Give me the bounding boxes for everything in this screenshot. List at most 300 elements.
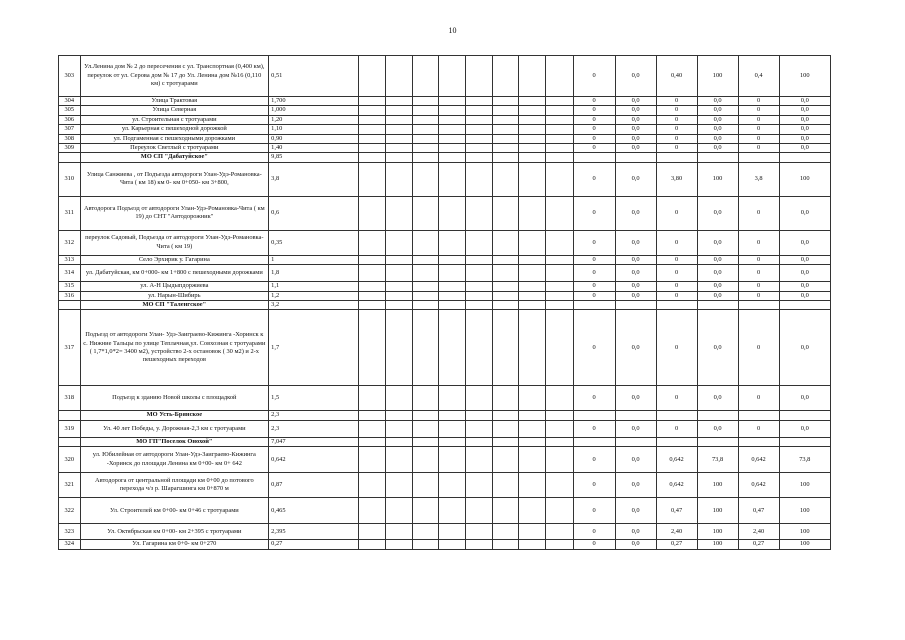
empty-cell: [519, 411, 546, 420]
value-cell: 0,0: [615, 134, 656, 143]
empty-cell: [386, 97, 413, 106]
road-name: Автодорога Подъезд от автодороги Улан-Удэ-Романовка-Чита ( км 19) до СНТ "Автодорожник": [80, 196, 269, 230]
row-number: 313: [59, 255, 81, 264]
value-cell: 0,0: [697, 97, 738, 106]
empty-cell: [465, 106, 492, 115]
empty-cell: [439, 153, 466, 162]
value-cell: 0: [738, 386, 779, 411]
value-cell: 100: [697, 524, 738, 540]
empty-cell: [359, 265, 386, 282]
empty-cell: [439, 162, 466, 196]
empty-cell: [386, 144, 413, 153]
empty-cell: [439, 255, 466, 264]
empty-cell: [412, 97, 439, 106]
empty-cell: [492, 134, 519, 143]
empty-cell: [545, 162, 573, 196]
empty-cell: [412, 540, 439, 549]
value-cell: 0,0: [615, 125, 656, 134]
value-cell: 0,0: [779, 265, 830, 282]
empty-cell: [519, 498, 546, 524]
value-cell: 0,0: [615, 144, 656, 153]
value-cell: 0,0: [779, 97, 830, 106]
empty-cell: [519, 162, 546, 196]
value-cell: 0: [656, 265, 697, 282]
group-name: МО СП "Дабатуйское": [80, 153, 269, 162]
empty-cell: [386, 115, 413, 124]
value-cell: 0,4: [738, 56, 779, 97]
value-cell: 0,0: [697, 106, 738, 115]
road-table: [58, 55, 831, 550]
empty-cell: [519, 437, 546, 446]
value-cell: 0,0: [779, 420, 830, 437]
empty-cell: [738, 437, 779, 446]
road-name: ул. Подгаменная с пешеходными дорожками: [80, 134, 269, 143]
value-cell: 0,0: [779, 310, 830, 386]
empty-cell: [545, 125, 573, 134]
empty-cell: [386, 265, 413, 282]
empty-cell: [465, 301, 492, 310]
empty-cell: [359, 106, 386, 115]
road-name: Ул. Октябрьская км 0+00- км 2+395 с тротуарами: [80, 524, 269, 540]
empty-cell: [545, 437, 573, 446]
empty-cell: [359, 144, 386, 153]
row-number: 314: [59, 265, 81, 282]
group-name: МО СП "Таленгское": [80, 301, 269, 310]
value-cell: 0: [573, 473, 615, 498]
empty-cell: [439, 524, 466, 540]
empty-cell: [412, 162, 439, 196]
value-cell: 0,0: [615, 310, 656, 386]
empty-cell: [359, 420, 386, 437]
value-cell: 0: [656, 291, 697, 300]
empty-cell: [465, 265, 492, 282]
empty-cell: [412, 56, 439, 97]
road-name: ул. Нарын-Шибирь: [80, 291, 269, 300]
empty-cell: [545, 301, 573, 310]
value-cell: 3,80: [656, 162, 697, 196]
empty-cell: [615, 153, 656, 162]
value-cell: 0: [573, 265, 615, 282]
empty-cell: [386, 153, 413, 162]
empty-cell: [386, 56, 413, 97]
road-name: ул. Строительная с тротуарами: [80, 115, 269, 124]
empty-cell: [386, 447, 413, 473]
table-row: [59, 230, 831, 255]
value-cell: 0: [573, 125, 615, 134]
empty-cell: [386, 411, 413, 420]
road-name: Улица Северная: [80, 106, 269, 115]
empty-cell: [519, 153, 546, 162]
empty-cell: [359, 291, 386, 300]
empty-cell: [386, 473, 413, 498]
value-cell: 0,0: [615, 115, 656, 124]
value-cell: 100: [779, 540, 830, 549]
empty-cell: [697, 437, 738, 446]
empty-cell: [386, 282, 413, 291]
empty-cell: [615, 301, 656, 310]
value-cell: 0: [738, 196, 779, 230]
empty-cell: [465, 420, 492, 437]
table-row: [59, 162, 831, 196]
value-cell: 0: [738, 265, 779, 282]
empty-cell: [545, 115, 573, 124]
row-number: 310: [59, 162, 81, 196]
value-cell: 0,40: [656, 56, 697, 97]
value-cell: 0: [573, 291, 615, 300]
empty-cell: [412, 125, 439, 134]
value-cell: 100: [779, 162, 830, 196]
empty-cell: [465, 473, 492, 498]
value-cell: 0,0: [697, 282, 738, 291]
value-cell: 100: [697, 540, 738, 549]
empty-cell: [738, 301, 779, 310]
empty-cell: [465, 115, 492, 124]
value-cell: 0: [573, 420, 615, 437]
value-cell: 0,0: [697, 115, 738, 124]
empty-cell: [492, 420, 519, 437]
value-cell: 0: [573, 282, 615, 291]
road-name: ул. А-Н Цыдыпдоржиева: [80, 282, 269, 291]
row-number: 307: [59, 125, 81, 134]
value-cell: 0,0: [615, 97, 656, 106]
road-length: 1,2: [269, 291, 359, 300]
empty-cell: [492, 56, 519, 97]
empty-cell: [465, 437, 492, 446]
road-length: 1,700: [269, 97, 359, 106]
value-cell: 0: [573, 196, 615, 230]
row-number-cell: [59, 437, 81, 446]
empty-cell: [545, 420, 573, 437]
road-table-body: [59, 56, 831, 550]
empty-cell: [519, 115, 546, 124]
value-cell: 0,0: [697, 230, 738, 255]
road-length: 2,3: [269, 420, 359, 437]
value-cell: 0: [738, 134, 779, 143]
value-cell: 0: [656, 386, 697, 411]
empty-cell: [492, 230, 519, 255]
empty-cell: [386, 162, 413, 196]
empty-cell: [359, 386, 386, 411]
empty-cell: [412, 386, 439, 411]
empty-cell: [545, 282, 573, 291]
empty-cell: [492, 255, 519, 264]
road-name: Подъезд от автодороги Улан- Удэ-Заиграево-Кижинга -Хоринск к с. Нижние Тальцы по улице Теплачная,ул. Совхозная с тротуарами ( 1,7*1,0*2= 3400 м2), устройство 2-х остановок ( 30 м2) и 2-х пешеходных переходов: [80, 310, 269, 386]
empty-cell: [492, 498, 519, 524]
road-length: 1,5: [269, 386, 359, 411]
empty-cell: [545, 411, 573, 420]
value-cell: 0: [738, 291, 779, 300]
empty-cell: [492, 447, 519, 473]
value-cell: 0,642: [656, 473, 697, 498]
value-cell: 0: [573, 498, 615, 524]
empty-cell: [439, 498, 466, 524]
empty-cell: [439, 56, 466, 97]
value-cell: 0: [656, 420, 697, 437]
row-number: 319: [59, 420, 81, 437]
table-row: [59, 134, 831, 143]
value-cell: 0,0: [615, 473, 656, 498]
empty-cell: [359, 125, 386, 134]
empty-cell: [545, 153, 573, 162]
empty-cell: [412, 282, 439, 291]
table-row: [59, 524, 831, 540]
empty-cell: [545, 447, 573, 473]
value-cell: 0,0: [615, 230, 656, 255]
value-cell: 100: [779, 473, 830, 498]
empty-cell: [492, 540, 519, 549]
value-cell: 0: [656, 196, 697, 230]
empty-cell: [545, 498, 573, 524]
road-name: ул. Дабатуйская, км 0+000- км 1+800 с пешеходными дорожками: [80, 265, 269, 282]
empty-cell: [439, 291, 466, 300]
empty-cell: [656, 437, 697, 446]
empty-cell: [412, 473, 439, 498]
empty-cell: [412, 310, 439, 386]
value-cell: 0,0: [615, 420, 656, 437]
value-cell: 0,0: [615, 162, 656, 196]
empty-cell: [359, 115, 386, 124]
empty-cell: [738, 411, 779, 420]
group-length: 7,047: [269, 437, 359, 446]
empty-cell: [412, 144, 439, 153]
empty-cell: [412, 420, 439, 437]
empty-cell: [439, 144, 466, 153]
table-row: [59, 291, 831, 300]
value-cell: 0: [656, 310, 697, 386]
row-number-cell: [59, 153, 81, 162]
empty-cell: [386, 420, 413, 437]
table-row: [59, 540, 831, 549]
empty-cell: [465, 196, 492, 230]
empty-cell: [386, 498, 413, 524]
empty-cell: [412, 153, 439, 162]
empty-cell: [615, 437, 656, 446]
value-cell: 0,0: [779, 115, 830, 124]
value-cell: 73,8: [779, 447, 830, 473]
value-cell: 0: [573, 230, 615, 255]
empty-cell: [656, 411, 697, 420]
road-name: Переулок Светлый с тротуарами: [80, 144, 269, 153]
row-number: 312: [59, 230, 81, 255]
table-row: [59, 56, 831, 97]
empty-cell: [439, 437, 466, 446]
empty-cell: [439, 230, 466, 255]
value-cell: 0,0: [697, 386, 738, 411]
table-row: [59, 97, 831, 106]
page-number: 10: [448, 26, 457, 35]
value-cell: 0,0: [697, 291, 738, 300]
empty-cell: [492, 196, 519, 230]
empty-cell: [519, 282, 546, 291]
empty-cell: [412, 498, 439, 524]
value-cell: 0,0: [697, 125, 738, 134]
table-row: [59, 386, 831, 411]
value-cell: 0,0: [615, 447, 656, 473]
empty-cell: [615, 411, 656, 420]
value-cell: 0,642: [738, 447, 779, 473]
value-cell: 0,27: [656, 540, 697, 549]
road-name: Ул. Строителей км 0+00- км 0+46 с тротуарами: [80, 498, 269, 524]
value-cell: 0,0: [779, 386, 830, 411]
value-cell: 0,0: [779, 196, 830, 230]
road-name: переулок Садовый, Подъезда от автодороги Улан-Удэ-Романовка-Чита ( км 19): [80, 230, 269, 255]
empty-cell: [519, 386, 546, 411]
empty-cell: [545, 106, 573, 115]
empty-cell: [519, 144, 546, 153]
group-row: [59, 437, 831, 446]
road-name: ул. Карьерная с пешеходной дорожкой: [80, 125, 269, 134]
value-cell: 0: [656, 255, 697, 264]
empty-cell: [412, 301, 439, 310]
value-cell: 100: [697, 498, 738, 524]
empty-cell: [545, 97, 573, 106]
value-cell: 0: [573, 447, 615, 473]
empty-cell: [697, 153, 738, 162]
value-cell: 0,642: [656, 447, 697, 473]
empty-cell: [439, 411, 466, 420]
value-cell: 0,0: [615, 196, 656, 230]
value-cell: 2,40: [656, 524, 697, 540]
row-number: 321: [59, 473, 81, 498]
empty-cell: [519, 196, 546, 230]
value-cell: 0: [738, 282, 779, 291]
table-row: [59, 420, 831, 437]
table-row: [59, 310, 831, 386]
row-number: 306: [59, 115, 81, 124]
value-cell: 0,27: [738, 540, 779, 549]
empty-cell: [412, 196, 439, 230]
value-cell: 0,47: [656, 498, 697, 524]
empty-cell: [359, 162, 386, 196]
value-cell: 0: [656, 134, 697, 143]
value-cell: 0,0: [615, 291, 656, 300]
value-cell: 0,0: [615, 498, 656, 524]
empty-cell: [465, 282, 492, 291]
row-number: 322: [59, 498, 81, 524]
empty-cell: [465, 162, 492, 196]
empty-cell: [412, 437, 439, 446]
empty-cell: [386, 106, 413, 115]
empty-cell: [492, 310, 519, 386]
road-name: Село Эрхирик у. Гагарина: [80, 255, 269, 264]
table-row: [59, 196, 831, 230]
road-name: Улица Санжиева , от Подъезда автодороги Улан-Удэ-Романовка-Чита ( км 18) км 0- км 0+050- км 3+800,: [80, 162, 269, 196]
value-cell: 0: [656, 97, 697, 106]
empty-cell: [359, 134, 386, 143]
empty-cell: [412, 134, 439, 143]
empty-cell: [519, 265, 546, 282]
empty-cell: [386, 524, 413, 540]
road-length: 1,1: [269, 282, 359, 291]
empty-cell: [492, 153, 519, 162]
empty-cell: [465, 291, 492, 300]
empty-cell: [519, 420, 546, 437]
road-length: 0,465: [269, 498, 359, 524]
value-cell: 0,0: [779, 144, 830, 153]
empty-cell: [545, 291, 573, 300]
row-number: 311: [59, 196, 81, 230]
empty-cell: [359, 411, 386, 420]
empty-cell: [492, 265, 519, 282]
empty-cell: [465, 134, 492, 143]
row-number-cell: [59, 301, 81, 310]
empty-cell: [359, 498, 386, 524]
empty-cell: [412, 291, 439, 300]
road-length: 1,8: [269, 265, 359, 282]
empty-cell: [439, 310, 466, 386]
row-number: 323: [59, 524, 81, 540]
empty-cell: [492, 282, 519, 291]
empty-cell: [519, 134, 546, 143]
road-length: 0,35: [269, 230, 359, 255]
empty-cell: [465, 498, 492, 524]
empty-cell: [386, 230, 413, 255]
empty-cell: [386, 540, 413, 549]
empty-cell: [359, 447, 386, 473]
empty-cell: [359, 196, 386, 230]
empty-cell: [465, 144, 492, 153]
value-cell: 0,0: [615, 56, 656, 97]
row-number: 304: [59, 97, 81, 106]
empty-cell: [656, 153, 697, 162]
road-name: Подъезд к зданию Новой школы с площадкой: [80, 386, 269, 411]
empty-cell: [412, 265, 439, 282]
empty-cell: [439, 265, 466, 282]
empty-cell: [779, 437, 830, 446]
value-cell: 0: [573, 310, 615, 386]
value-cell: 100: [697, 473, 738, 498]
empty-cell: [465, 411, 492, 420]
empty-cell: [439, 106, 466, 115]
value-cell: 0: [738, 115, 779, 124]
empty-cell: [697, 301, 738, 310]
road-length: 0,51: [269, 56, 359, 97]
value-cell: 0,0: [615, 265, 656, 282]
empty-cell: [573, 301, 615, 310]
empty-cell: [492, 162, 519, 196]
value-cell: 0: [573, 97, 615, 106]
value-cell: 0,0: [779, 282, 830, 291]
road-length: 1,40: [269, 144, 359, 153]
value-cell: 0,0: [697, 265, 738, 282]
value-cell: 0: [573, 386, 615, 411]
empty-cell: [386, 386, 413, 411]
value-cell: 3,8: [738, 162, 779, 196]
value-cell: 0: [738, 310, 779, 386]
empty-cell: [519, 56, 546, 97]
empty-cell: [492, 291, 519, 300]
road-name: Улица Трактовая: [80, 97, 269, 106]
value-cell: 0: [573, 144, 615, 153]
empty-cell: [492, 125, 519, 134]
empty-cell: [412, 106, 439, 115]
value-cell: 0: [656, 144, 697, 153]
value-cell: 0,0: [779, 230, 830, 255]
empty-cell: [439, 125, 466, 134]
value-cell: 0: [738, 144, 779, 153]
value-cell: 100: [697, 162, 738, 196]
empty-cell: [738, 153, 779, 162]
empty-cell: [412, 230, 439, 255]
empty-cell: [697, 411, 738, 420]
empty-cell: [359, 524, 386, 540]
group-name: МО Усть-Брянское: [80, 411, 269, 420]
table-row: [59, 447, 831, 473]
value-cell: 0: [738, 106, 779, 115]
empty-cell: [779, 411, 830, 420]
empty-cell: [412, 524, 439, 540]
value-cell: 0,0: [779, 106, 830, 115]
